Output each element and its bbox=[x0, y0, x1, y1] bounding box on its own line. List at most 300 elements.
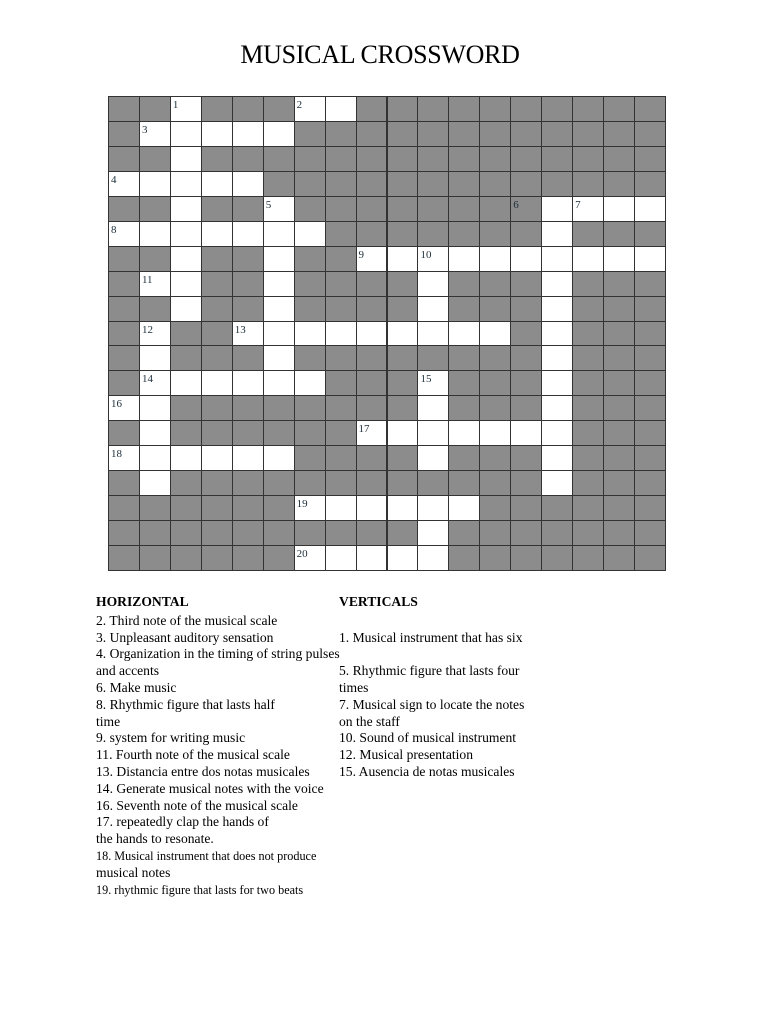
grid-cell-black bbox=[294, 445, 326, 471]
grid-cell-black bbox=[170, 321, 202, 347]
grid-cell-white[interactable] bbox=[325, 321, 357, 347]
horizontal-clue: the hands to resonate. bbox=[96, 831, 214, 847]
grid-cell-black bbox=[263, 171, 295, 197]
grid-cell-black bbox=[263, 146, 295, 172]
horizontal-clue: 14. Generate musical notes with the voice bbox=[96, 780, 324, 796]
grid-cell-white[interactable] bbox=[387, 545, 419, 571]
grid-cell-black bbox=[232, 296, 264, 322]
clue-number: 14 bbox=[141, 373, 153, 386]
grid-cell-black bbox=[170, 470, 202, 496]
grid-cell-black bbox=[634, 271, 666, 297]
grid-cell-white[interactable] bbox=[170, 121, 202, 147]
grid-cell-white[interactable] bbox=[170, 246, 202, 272]
grid-cell-black bbox=[448, 545, 480, 571]
grid-cell-black bbox=[541, 96, 573, 122]
vertical-clue: 10. Sound of musical instrument bbox=[339, 730, 517, 746]
grid-cell-white[interactable] bbox=[448, 321, 480, 347]
grid-cell-black bbox=[479, 445, 511, 471]
clue-number: 2 bbox=[296, 99, 303, 111]
grid-cell-white[interactable] bbox=[263, 445, 295, 471]
grid-cell-black bbox=[232, 146, 264, 172]
grid-cell-black bbox=[634, 121, 666, 147]
grid-cell-white[interactable] bbox=[356, 321, 388, 347]
grid-cell-white[interactable] bbox=[479, 246, 511, 272]
horizontal-clue: 18. Musical instrument that does not produce bbox=[96, 848, 317, 863]
grid-cell-white[interactable] bbox=[139, 445, 171, 471]
grid-cell-black bbox=[294, 470, 326, 496]
grid-cell-black bbox=[108, 495, 140, 521]
grid-cell-black bbox=[448, 395, 480, 421]
grid-cell-white[interactable] bbox=[448, 420, 480, 446]
grid-cell-white[interactable] bbox=[387, 321, 419, 347]
grid-cell-black bbox=[572, 321, 604, 347]
grid-cell-white[interactable] bbox=[603, 246, 635, 272]
grid-cell-black bbox=[294, 171, 326, 197]
grid-cell-black bbox=[108, 246, 140, 272]
grid-cell-white[interactable] bbox=[232, 370, 264, 396]
grid-cell-black bbox=[634, 470, 666, 496]
grid-cell-white[interactable] bbox=[417, 296, 449, 322]
grid-cell-black bbox=[417, 171, 449, 197]
grid-cell-black bbox=[572, 495, 604, 521]
grid-cell-white[interactable] bbox=[263, 196, 295, 222]
grid-cell-black bbox=[479, 196, 511, 222]
grid-cell-black bbox=[325, 246, 357, 272]
grid-cell-black bbox=[139, 196, 171, 222]
grid-cell-black bbox=[387, 171, 419, 197]
grid-cell-white[interactable] bbox=[541, 271, 573, 297]
grid-cell-white[interactable] bbox=[139, 370, 171, 396]
grid-cell-black bbox=[108, 420, 140, 446]
grid-cell-white[interactable] bbox=[170, 196, 202, 222]
grid-cell-white[interactable] bbox=[263, 221, 295, 247]
grid-cell-black bbox=[417, 146, 449, 172]
horizontal-clue: time bbox=[96, 713, 121, 729]
grid-cell-black bbox=[541, 146, 573, 172]
grid-cell-black bbox=[603, 470, 635, 496]
grid-cell-white[interactable] bbox=[170, 146, 202, 172]
grid-cell-black bbox=[387, 370, 419, 396]
grid-cell-white[interactable] bbox=[139, 171, 171, 197]
grid-cell-black bbox=[232, 345, 264, 371]
vertical-clue: times bbox=[339, 679, 369, 695]
grid-cell-black bbox=[510, 345, 542, 371]
grid-cell-black bbox=[139, 146, 171, 172]
grid-cell-black bbox=[572, 470, 604, 496]
grid-cell-black bbox=[634, 96, 666, 122]
grid-cell-black bbox=[634, 370, 666, 396]
grid-cell-white[interactable] bbox=[170, 445, 202, 471]
grid-cell-white[interactable] bbox=[108, 445, 140, 471]
grid-cell-black bbox=[603, 121, 635, 147]
grid-cell-black bbox=[387, 296, 419, 322]
grid-cell-white[interactable] bbox=[572, 196, 604, 222]
grid-cell-white[interactable] bbox=[294, 495, 326, 521]
horizontal-clue: and accents bbox=[96, 663, 160, 679]
grid-cell-white[interactable] bbox=[541, 296, 573, 322]
grid-cell-black bbox=[294, 246, 326, 272]
horizontal-heading: HORIZONTAL bbox=[96, 594, 189, 609]
grid-cell-black bbox=[603, 96, 635, 122]
grid-cell-black bbox=[263, 495, 295, 521]
grid-cell-white[interactable] bbox=[541, 370, 573, 396]
grid-cell-black bbox=[417, 470, 449, 496]
grid-cell-black bbox=[448, 470, 480, 496]
grid-cell-black bbox=[603, 296, 635, 322]
grid-cell-black bbox=[603, 321, 635, 347]
grid-cell-black bbox=[201, 196, 233, 222]
grid-cell-black bbox=[510, 495, 542, 521]
grid-cell-black bbox=[572, 420, 604, 446]
grid-cell-white[interactable] bbox=[294, 321, 326, 347]
grid-cell-black bbox=[634, 171, 666, 197]
grid-cell-black bbox=[479, 171, 511, 197]
grid-cell-white[interactable] bbox=[572, 246, 604, 272]
grid-cell-black bbox=[510, 171, 542, 197]
grid-cell-white[interactable] bbox=[448, 246, 480, 272]
grid-cell-black bbox=[356, 470, 388, 496]
grid-cell-white[interactable] bbox=[417, 370, 449, 396]
grid-cell-black bbox=[263, 395, 295, 421]
grid-cell-black bbox=[232, 271, 264, 297]
grid-cell-white[interactable] bbox=[201, 445, 233, 471]
grid-cell-white[interactable] bbox=[510, 246, 542, 272]
grid-cell-white[interactable] bbox=[170, 221, 202, 247]
clue-number: 13 bbox=[234, 323, 246, 336]
vertical-clue: 7. Musical sign to locate the notes bbox=[339, 696, 525, 712]
vertical-clue: on the staff bbox=[339, 713, 400, 729]
grid-cell-black bbox=[448, 296, 480, 322]
grid-cell-white[interactable] bbox=[541, 420, 573, 446]
page-title: MUSICAL CROSSWORD bbox=[240, 40, 520, 69]
grid-cell-black bbox=[572, 445, 604, 471]
grid-cell-white[interactable] bbox=[541, 345, 573, 371]
vertical-clue: 1. Musical instrument that has six bbox=[339, 629, 523, 645]
grid-cell-black bbox=[510, 121, 542, 147]
grid-cell-black bbox=[603, 545, 635, 571]
grid-cell-white[interactable] bbox=[139, 395, 171, 421]
vertical-clue bbox=[339, 646, 559, 663]
grid-cell-white[interactable] bbox=[139, 221, 171, 247]
grid-cell-white[interactable] bbox=[387, 495, 419, 521]
grid-cell-black bbox=[572, 121, 604, 147]
grid-cell-black bbox=[108, 470, 140, 496]
grid-cell-black bbox=[108, 146, 140, 172]
grid-cell-white[interactable] bbox=[170, 296, 202, 322]
grid-cell-white[interactable] bbox=[139, 420, 171, 446]
grid-cell-black bbox=[603, 171, 635, 197]
grid-cell-white[interactable] bbox=[417, 321, 449, 347]
grid-cell-black bbox=[572, 221, 604, 247]
vertical-heading: VERTICALS bbox=[339, 594, 418, 609]
grid-cell-white[interactable] bbox=[263, 321, 295, 347]
grid-cell-white[interactable] bbox=[263, 246, 295, 272]
grid-cell-black bbox=[170, 395, 202, 421]
grid-cell-black bbox=[325, 345, 357, 371]
clue-number: 6 bbox=[513, 198, 519, 211]
grid-cell-white[interactable] bbox=[417, 246, 449, 272]
grid-cell-black bbox=[108, 370, 140, 396]
grid-cell-black bbox=[448, 196, 480, 222]
clue-number: 3 bbox=[141, 123, 148, 136]
grid-cell-white[interactable] bbox=[201, 370, 233, 396]
grid-cell-white[interactable] bbox=[139, 345, 171, 371]
grid-cell-black bbox=[325, 395, 357, 421]
grid-cell-black bbox=[479, 395, 511, 421]
grid-cell-black bbox=[325, 296, 357, 322]
grid-cell-black bbox=[139, 296, 171, 322]
grid-cell-black bbox=[510, 445, 542, 471]
grid-cell-black bbox=[201, 495, 233, 521]
grid-cell-white[interactable] bbox=[356, 420, 388, 446]
grid-cell-black bbox=[510, 96, 542, 122]
grid-cell-black bbox=[325, 420, 357, 446]
grid-cell-black bbox=[634, 495, 666, 521]
grid-cell-white[interactable] bbox=[356, 246, 388, 272]
grid-cell-black bbox=[108, 520, 140, 546]
grid-cell-white[interactable] bbox=[541, 470, 573, 496]
grid-cell-black bbox=[232, 520, 264, 546]
grid-cell-white[interactable] bbox=[634, 246, 666, 272]
grid-cell-black bbox=[108, 121, 140, 147]
grid-cell-black bbox=[356, 171, 388, 197]
grid-cell-black bbox=[387, 445, 419, 471]
grid-cell-black bbox=[232, 196, 264, 222]
grid-cell-black bbox=[634, 395, 666, 421]
clue-number: 15 bbox=[420, 373, 432, 386]
grid-cell-black bbox=[387, 345, 419, 371]
clue-number: 12 bbox=[141, 323, 153, 336]
grid-cell-white[interactable] bbox=[325, 545, 357, 571]
grid-cell-white[interactable] bbox=[170, 370, 202, 396]
grid-cell-black bbox=[603, 420, 635, 446]
clue-number: 10 bbox=[420, 248, 432, 261]
grid-cell-white[interactable] bbox=[232, 171, 264, 197]
grid-cell-white[interactable] bbox=[541, 221, 573, 247]
grid-cell-black bbox=[448, 221, 480, 247]
vertical-clues bbox=[339, 594, 559, 781]
grid-cell-white[interactable] bbox=[232, 221, 264, 247]
grid-cell-black bbox=[417, 121, 449, 147]
grid-cell-white[interactable] bbox=[294, 545, 326, 571]
grid-cell-white[interactable] bbox=[325, 495, 357, 521]
grid-cell-black bbox=[170, 545, 202, 571]
grid-cell-white[interactable] bbox=[356, 545, 388, 571]
grid-cell-white[interactable] bbox=[201, 171, 233, 197]
grid-cell-black bbox=[603, 345, 635, 371]
grid-cell-black bbox=[603, 445, 635, 471]
grid-cell-white[interactable] bbox=[634, 196, 666, 222]
grid-cell-black bbox=[325, 470, 357, 496]
grid-cell-black bbox=[510, 146, 542, 172]
grid-cell-black bbox=[603, 520, 635, 546]
grid-cell-black bbox=[201, 420, 233, 446]
grid-cell-white[interactable] bbox=[387, 420, 419, 446]
grid-cell-black bbox=[170, 345, 202, 371]
grid-cell-black bbox=[448, 345, 480, 371]
grid-cell-white[interactable] bbox=[232, 321, 264, 347]
grid-cell-black bbox=[479, 520, 511, 546]
grid-cell-white[interactable] bbox=[541, 395, 573, 421]
grid-cell-white[interactable] bbox=[417, 495, 449, 521]
grid-cell-black bbox=[387, 146, 419, 172]
grid-cell-black bbox=[139, 96, 171, 122]
clue-number: 20 bbox=[296, 548, 308, 561]
grid-cell-black bbox=[479, 470, 511, 496]
grid-cell-white[interactable] bbox=[201, 221, 233, 247]
grid-cell-white[interactable] bbox=[417, 271, 449, 297]
grid-cell-white[interactable] bbox=[541, 196, 573, 222]
grid-cell-black bbox=[387, 520, 419, 546]
grid-cell-black bbox=[603, 271, 635, 297]
grid-cell-white[interactable] bbox=[108, 221, 140, 247]
grid-cell-black bbox=[325, 445, 357, 471]
grid-cell-black bbox=[634, 296, 666, 322]
grid-cell-white[interactable] bbox=[170, 96, 202, 122]
grid-cell-black bbox=[634, 345, 666, 371]
grid-cell-black bbox=[139, 246, 171, 272]
grid-cell-white[interactable] bbox=[170, 171, 202, 197]
grid-cell-black bbox=[108, 345, 140, 371]
grid-cell-white[interactable] bbox=[201, 121, 233, 147]
grid-cell-black bbox=[387, 470, 419, 496]
grid-cell-black bbox=[387, 271, 419, 297]
grid-cell-white[interactable] bbox=[294, 221, 326, 247]
horizontal-clue: 19. rhythmic figure that lasts for two beats bbox=[96, 882, 304, 897]
grid-cell-black bbox=[479, 495, 511, 521]
grid-cell-black bbox=[634, 146, 666, 172]
grid-cell-black bbox=[387, 96, 419, 122]
grid-cell-black bbox=[170, 420, 202, 446]
grid-cell-black bbox=[634, 321, 666, 347]
grid-cell-white[interactable] bbox=[139, 271, 171, 297]
grid-cell-white[interactable] bbox=[294, 370, 326, 396]
grid-cell-white[interactable] bbox=[170, 271, 202, 297]
grid-cell-white[interactable] bbox=[417, 545, 449, 571]
grid-cell-black bbox=[510, 370, 542, 396]
grid-cell-black bbox=[356, 121, 388, 147]
grid-cell-black bbox=[356, 221, 388, 247]
grid-cell-white[interactable] bbox=[541, 445, 573, 471]
grid-cell-white[interactable] bbox=[139, 470, 171, 496]
grid-cell-black bbox=[201, 146, 233, 172]
grid-cell-black bbox=[510, 395, 542, 421]
grid-cell-white[interactable] bbox=[108, 395, 140, 421]
grid-cell-white[interactable] bbox=[325, 96, 357, 122]
grid-cell-black bbox=[201, 246, 233, 272]
grid-cell-white[interactable] bbox=[263, 370, 295, 396]
grid-cell-white[interactable] bbox=[479, 420, 511, 446]
grid-cell-white[interactable] bbox=[387, 246, 419, 272]
grid-cell-white[interactable] bbox=[541, 321, 573, 347]
grid-cell-black bbox=[294, 271, 326, 297]
grid-cell-white[interactable] bbox=[417, 420, 449, 446]
grid-cell-white[interactable] bbox=[541, 246, 573, 272]
horizontal-clue: 9. system for writing music bbox=[96, 730, 246, 746]
grid-cell-black bbox=[510, 271, 542, 297]
grid-cell-black bbox=[448, 96, 480, 122]
grid-cell-white[interactable] bbox=[263, 345, 295, 371]
grid-cell-black bbox=[232, 395, 264, 421]
grid-cell-black bbox=[603, 370, 635, 396]
grid-cell-white[interactable] bbox=[417, 520, 449, 546]
grid-cell-black bbox=[356, 445, 388, 471]
grid-cell-black bbox=[356, 520, 388, 546]
grid-cell-black bbox=[201, 545, 233, 571]
vertical-clue: 12. Musical presentation bbox=[339, 747, 474, 763]
horizontal-clues bbox=[96, 594, 356, 898]
clue-number: 8 bbox=[111, 223, 117, 236]
grid-cell-black bbox=[479, 545, 511, 571]
grid-cell-white[interactable] bbox=[417, 445, 449, 471]
horizontal-clue: 8. Rhythmic figure that lasts half bbox=[96, 696, 275, 712]
grid-cell-black bbox=[603, 146, 635, 172]
grid-cell-white[interactable] bbox=[108, 171, 140, 197]
grid-cell-black bbox=[510, 470, 542, 496]
grid-cell-black bbox=[479, 345, 511, 371]
grid-cell-white[interactable] bbox=[263, 271, 295, 297]
grid-cell-white[interactable] bbox=[263, 121, 295, 147]
grid-cell-black bbox=[108, 321, 140, 347]
grid-cell-black bbox=[325, 121, 357, 147]
grid-cell-white[interactable] bbox=[294, 96, 326, 122]
grid-cell-white[interactable] bbox=[263, 296, 295, 322]
grid-cell-black bbox=[417, 345, 449, 371]
grid-cell-black bbox=[108, 196, 140, 222]
vertical-clue bbox=[339, 613, 559, 630]
grid-cell-white[interactable] bbox=[417, 395, 449, 421]
grid-cell-black bbox=[541, 520, 573, 546]
grid-cell-black bbox=[634, 221, 666, 247]
grid-cell-white[interactable] bbox=[139, 321, 171, 347]
grid-cell-black bbox=[170, 520, 202, 546]
grid-cell-black bbox=[232, 470, 264, 496]
grid-cell-white[interactable] bbox=[510, 420, 542, 446]
grid-cell-white[interactable] bbox=[479, 321, 511, 347]
grid-cell-white[interactable] bbox=[139, 121, 171, 147]
grid-cell-black bbox=[417, 196, 449, 222]
grid-cell-black bbox=[232, 246, 264, 272]
grid-cell-white[interactable] bbox=[356, 495, 388, 521]
grid-cell-white[interactable] bbox=[603, 196, 635, 222]
horizontal-clue: musical notes bbox=[96, 864, 171, 880]
grid-cell-black bbox=[294, 146, 326, 172]
clue-number: 19 bbox=[296, 498, 308, 511]
grid-cell-black bbox=[572, 545, 604, 571]
grid-cell-black bbox=[603, 495, 635, 521]
grid-cell-black bbox=[541, 545, 573, 571]
grid-cell-black bbox=[572, 171, 604, 197]
grid-cell-black bbox=[294, 420, 326, 446]
grid-cell-white[interactable] bbox=[232, 445, 264, 471]
grid-cell-black bbox=[232, 420, 264, 446]
grid-cell-black bbox=[479, 146, 511, 172]
grid-cell-white[interactable] bbox=[232, 121, 264, 147]
grid-cell-white[interactable] bbox=[448, 495, 480, 521]
grid-cell-black bbox=[201, 96, 233, 122]
grid-cell-black bbox=[479, 96, 511, 122]
grid-cell-black bbox=[201, 296, 233, 322]
grid-cell-black bbox=[603, 221, 635, 247]
grid-cell-black bbox=[294, 520, 326, 546]
grid-cell-black bbox=[325, 271, 357, 297]
grid-cell-black bbox=[572, 146, 604, 172]
grid-cell-black bbox=[448, 121, 480, 147]
grid-cell-black bbox=[325, 171, 357, 197]
grid-cell-black bbox=[572, 96, 604, 122]
grid-cell-black bbox=[294, 196, 326, 222]
crossword-grid bbox=[108, 96, 665, 570]
